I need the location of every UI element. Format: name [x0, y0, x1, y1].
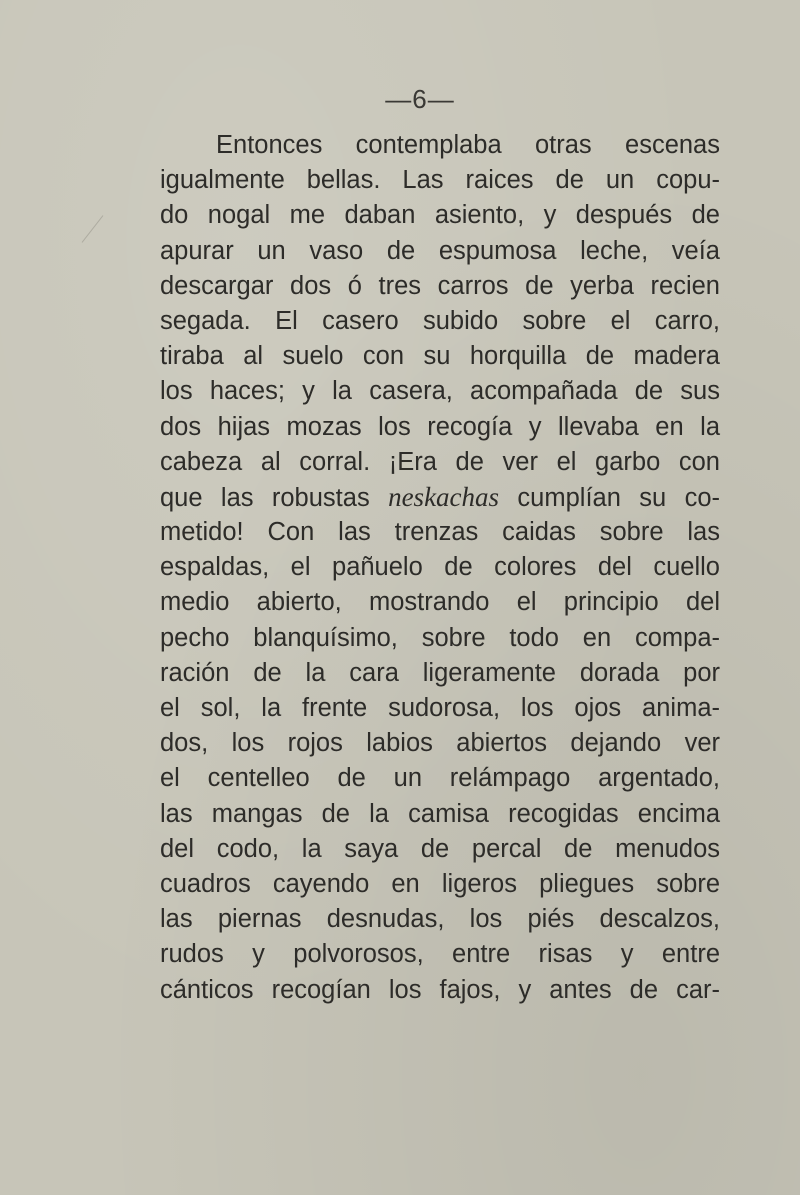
- text-line: cabeza al corral. ¡Era de ver el garbo con: [160, 447, 720, 476]
- text-line: los haces; y la casera, acompañada de sus: [160, 377, 720, 406]
- text-line: rudos y polvorosos, entre risas y entre: [160, 940, 720, 969]
- text-line: el sol, la frente sudorosa, los ojos anima-: [160, 694, 720, 722]
- text-line: dos hijas mozas los recogía y llevaba en la: [160, 412, 720, 441]
- text-line: dos, los rojos labios abiertos dejando ver: [160, 729, 720, 758]
- text-line: el centelleo de un relámpago argentado,: [160, 764, 720, 793]
- text-line: tiraba al suelo con su horquilla de madera: [160, 342, 720, 371]
- text-line: del codo, la saya de percal de menudos: [160, 834, 720, 863]
- text-line: ración de la cara ligeramente dorada por: [160, 658, 720, 687]
- text-line: espaldas, el pañuelo de colores del cuello: [160, 553, 720, 582]
- text-fragment: que las robustas: [160, 483, 370, 512]
- text-line: igualmente bellas. Las raices de un copu-: [160, 166, 720, 195]
- text-line: do nogal me daban asiento, y después de: [160, 201, 720, 230]
- text-line: pecho blanquísimo, sobre todo en compa-: [160, 623, 720, 652]
- text-line: descargar dos ó tres carros de yerba recien: [160, 271, 720, 300]
- page-number: —6—: [385, 84, 455, 114]
- text-line: cuadros cayendo en ligeros pliegues sobre: [160, 869, 720, 898]
- text-fragment: cumplían su co-: [517, 483, 720, 512]
- text-line: apurar un vaso de espumosa leche, veía: [160, 236, 720, 265]
- text-line: Entonces contemplaba otras escenas: [216, 131, 720, 159]
- text-line: cánticos recogían los fajos, y antes de car-: [160, 975, 720, 1004]
- text-line: medio abierto, mostrando el principio del: [160, 588, 720, 617]
- text-line: las piernas desnudas, los piés descalzos,: [160, 905, 720, 934]
- body-paragraph: [160, 128, 720, 1008]
- italic-word: neskachas: [388, 481, 500, 512]
- paper-crease-mark: [82, 215, 104, 242]
- text-line: las mangas de la camisa recogidas encima: [160, 799, 720, 828]
- text-line: metido! Con las trenzas caidas sobre las: [160, 518, 720, 547]
- text-line: segada. El casero subido sobre el carro,: [160, 306, 720, 335]
- text-line-with-italic: [160, 480, 720, 515]
